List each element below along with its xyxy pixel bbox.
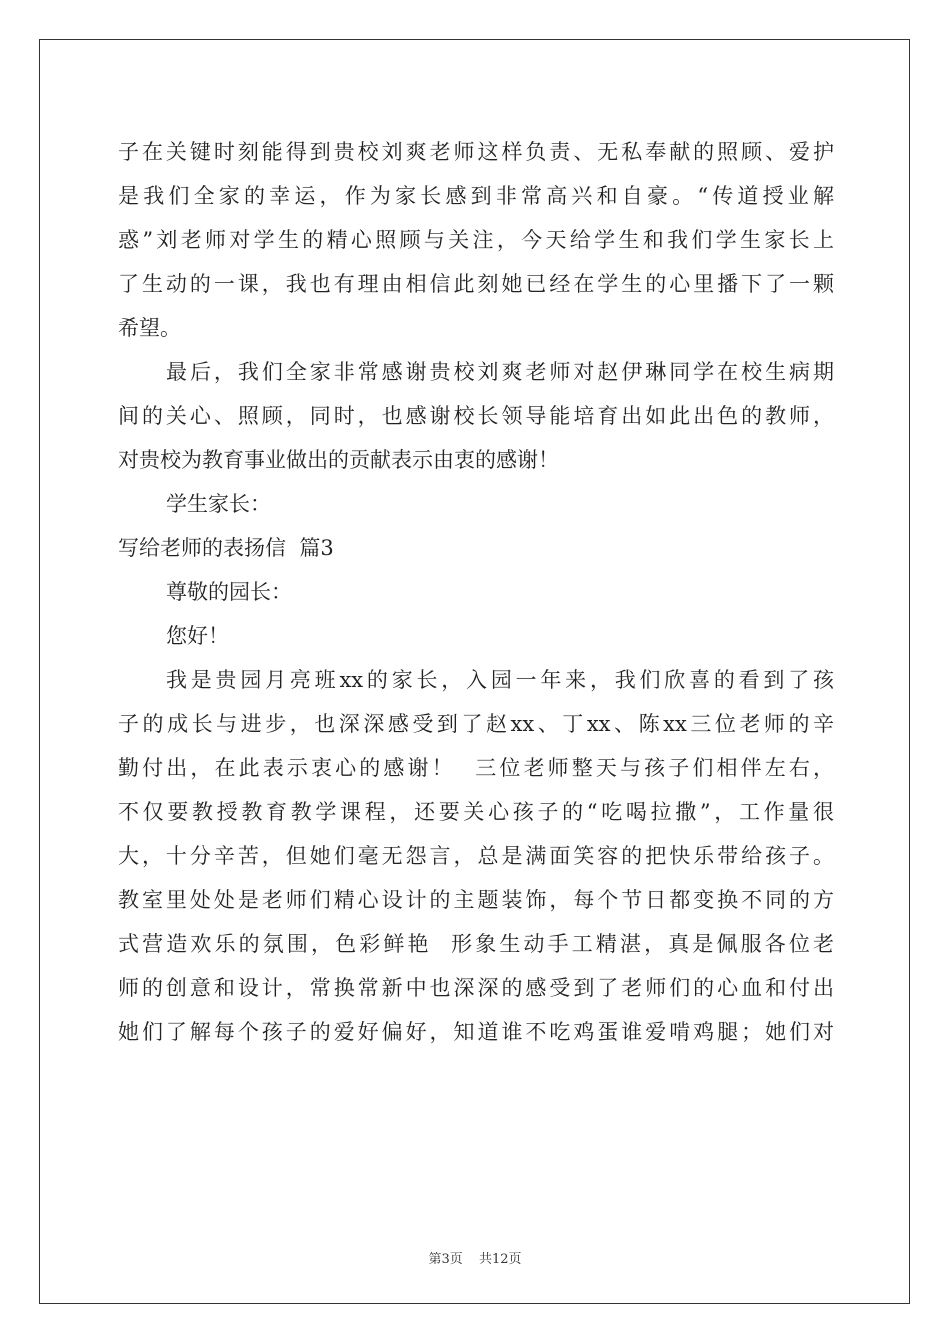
text-line: 是我们全家的幸运，作为家长感到非常高兴和自豪。“传道授业解: [118, 184, 834, 208]
text-line: 我是贵园月亮班xx的家长，入园一年来，我们欣喜的看到了孩: [166, 668, 834, 692]
page-number: 第3页: [428, 1252, 463, 1267]
text-line: 师的创意和设计，常换常新中也深深的感受到了老师们的心血和付出: [118, 976, 834, 1000]
text-line: 不仅要教授教育教学课程，还要关心孩子的“吃喝拉撒”，工作量很: [118, 800, 834, 824]
text-line: 希望。: [118, 316, 181, 340]
page-total: 共12页: [478, 1252, 522, 1267]
text-line: 教室里处处是老师们精心设计的主题装饰，每个节日都变换不同的方: [118, 888, 834, 912]
text-line: 大，十分辛苦，但她们毫无怨言，总是满面笑容的把快乐带给孩子。: [118, 844, 834, 868]
section-heading: 写给老师的表扬信 篇3: [118, 536, 334, 560]
text-line: 惑”刘老师对学生的精心照顾与关注，今天给学生和我们学生家长上: [118, 228, 834, 252]
page-footer: [0, 1248, 950, 1267]
document-body: [118, 130, 834, 1054]
text-line: 勤付出，在此表示衷心的感谢！ 三位老师整天与孩子们相伴左右，: [118, 756, 834, 780]
text-line: 她们了解每个孩子的爱好偏好，知道谁不吃鸡蛋谁爱啃鸡腿；她们对: [118, 1020, 834, 1044]
text-line: 最后，我们全家非常感谢贵校刘爽老师对赵伊琳同学在校生病期: [166, 360, 834, 384]
text-line: 间的关心、照顾，同时，也感谢校长领导能培育出如此出色的教师，: [118, 404, 834, 428]
greeting: 您好！: [166, 624, 229, 648]
text-line: 子在关键时刻能得到贵校刘爽老师这样负责、无私奉献的照顾、爱护: [118, 140, 834, 164]
text-line: 式营造欢乐的氛围，色彩鲜艳 形象生动手工精湛，真是佩服各位老: [118, 932, 834, 956]
text-line: 子的成长与进步，也深深感受到了赵xx、丁xx、陈xx三位老师的辛: [118, 712, 834, 736]
text-line: 了生动的一课，我也有理由相信此刻她已经在学生的心里播下了一颗: [118, 272, 834, 296]
text-line: 对贵校为教育事业做出的贡献表示由衷的感谢！: [118, 448, 559, 472]
signature-line: 学生家长：: [166, 492, 271, 516]
salutation: 尊敬的园长：: [166, 580, 292, 604]
